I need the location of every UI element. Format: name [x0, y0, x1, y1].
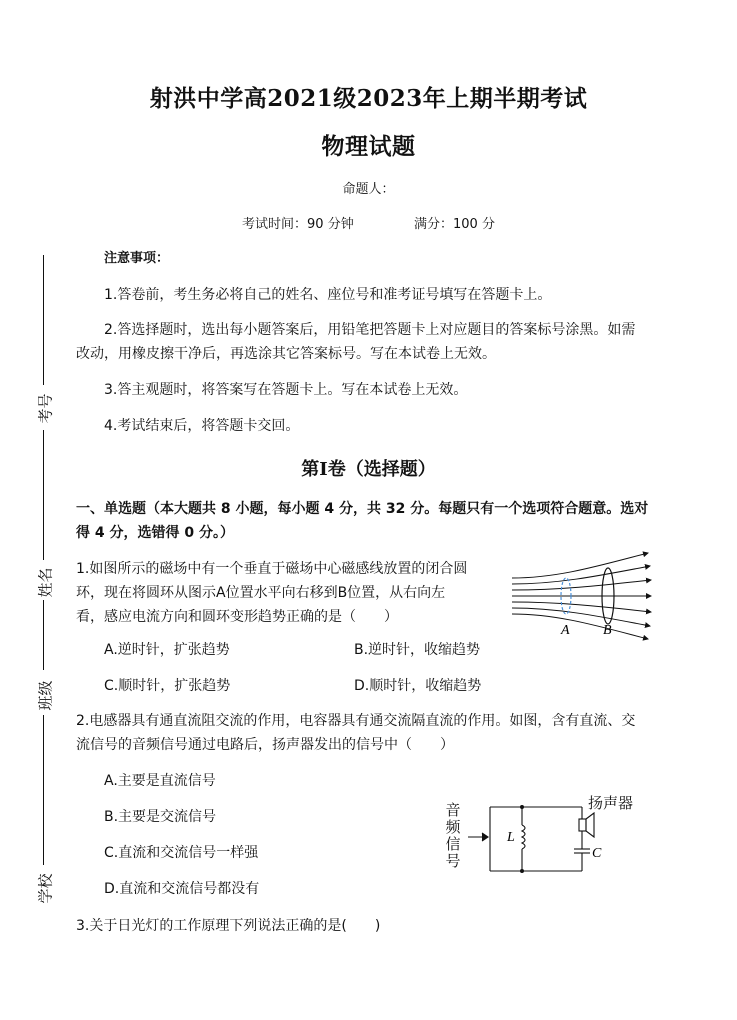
q1-stem: 1.如图所示的磁场中有一个垂直于磁场中心磁感线放置的闭合圆	[76, 561, 468, 577]
note-item: 1.答卷前，考生务必将自己的姓名、座位号和准考证号填写在答题卡上。	[104, 287, 552, 303]
note-item: 4.考试结束后，将答题卡交回。	[104, 418, 300, 434]
binding-line	[43, 600, 44, 670]
note-item-continued: 改动，用橡皮擦干净后，再选涂其它答案标号。写在本试卷上无效。	[76, 346, 496, 362]
inductor-label: L	[507, 830, 515, 845]
q1-option-d: D.顺时针，收缩趋势	[354, 678, 482, 694]
note-item: 2.答选择题时，选出每小题答案后，用铅笔把答题卡上对应题目的答案标号涂黑。如需	[104, 322, 636, 338]
binding-line	[43, 255, 44, 385]
binding-line	[43, 430, 44, 560]
q2-option-a: A.主要是直流信号	[104, 773, 216, 789]
q1-option-c: C.顺时针，扩张趋势	[104, 678, 231, 694]
q3-stem: 3.关于日光灯的工作原理下列说法正确的是( )	[76, 918, 381, 934]
circuit-figure	[460, 795, 630, 885]
input-label-char: 号	[445, 852, 461, 870]
capacitor-label: C	[592, 846, 602, 861]
q2-stem: 2.电感器具有通直流阻交流的作用，电容器具有通交流隔直流的作用。如图，含有直流、交	[76, 713, 636, 729]
q2-stem: 流信号的音频信号通过电路后，扬声器发出的信号中（ ）	[76, 737, 454, 753]
full-score: 满分：100 分	[414, 217, 495, 232]
part-heading: 一、单选题（本大题共 8 小题，每小题 4 分，共 32 分。每题只有一个选项符合题意。选对	[76, 501, 649, 517]
exam-subject: 物理试题	[321, 133, 416, 160]
exam-number-label: 考号	[36, 393, 55, 424]
school-label: 学校	[36, 873, 55, 904]
exam-time: 考试时间：90 分钟	[242, 217, 354, 232]
notes-heading: 注意事项：	[104, 251, 170, 266]
part-heading-continued: 得 4 分，选错得 0 分。）	[76, 525, 234, 541]
q1-stem: 环，现在将圆环从图示A位置水平向右移到B位置，从右向左	[76, 585, 446, 601]
q2-option-b: B.主要是交流信号	[104, 809, 217, 825]
q1-stem: 看，感应电流方向和圆环变形趋势正确的是（ ）	[76, 609, 398, 625]
q1-option-a: A.逆时针，扩张趋势	[104, 642, 230, 658]
label-a: A	[561, 623, 570, 638]
input-label-char: 频	[445, 818, 461, 836]
note-item: 3.答主观题时，将答案写在答题卡上。写在本试卷上无效。	[104, 382, 468, 398]
section-title: 第Ⅰ卷（选择题）	[301, 459, 436, 480]
class-label: 班级	[36, 680, 55, 711]
author-line: 命题人：	[342, 182, 395, 197]
q2-option-d: D.直流和交流信号都没有	[104, 881, 260, 897]
time-score-line	[0, 213, 737, 232]
speaker-label: 扬声器	[588, 794, 634, 812]
q1-option-b: B.逆时针，收缩趋势	[354, 642, 481, 658]
input-label-char: 信	[445, 835, 461, 853]
exam-title: 射洪中学高2021级2023年上期半期考试	[149, 85, 588, 112]
input-label-char: 音	[445, 801, 461, 819]
magnetic-field-figure	[508, 548, 658, 643]
label-b: B	[603, 623, 612, 638]
name-label: 姓名	[36, 567, 55, 598]
binding-line	[43, 715, 44, 865]
q2-option-c: C.直流和交流信号一样强	[104, 845, 259, 861]
